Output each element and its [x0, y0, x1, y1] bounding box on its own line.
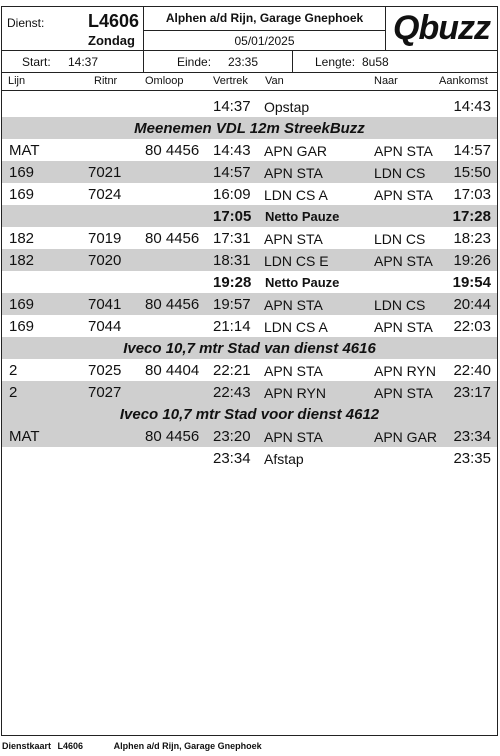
cell-vertrek: 23:20	[213, 428, 251, 445]
cell-aankomst: 23:17	[453, 384, 491, 401]
col-naar: Naar	[374, 75, 398, 87]
trip-row	[2, 161, 497, 183]
cell-lijn: 169	[9, 186, 35, 203]
cell-vertrek: 22:43	[213, 384, 251, 401]
cell-naar: APN GAR	[374, 429, 438, 445]
schedule-rows	[2, 95, 497, 469]
cell-aankomst: 23:35	[453, 450, 491, 467]
length-label: Lengte:	[315, 55, 356, 69]
pause-label: Netto Pauze	[265, 209, 340, 224]
cell-lijn: 169	[9, 164, 35, 181]
cell-ritnr: 7044	[88, 318, 122, 335]
duty-card	[1, 6, 498, 736]
cell-van: APN STA	[264, 429, 323, 445]
cell-vertrek: 18:31	[213, 252, 251, 269]
col-omloop: Omloop	[145, 75, 184, 87]
end-value: 23:35	[228, 55, 259, 69]
trip-row	[2, 425, 497, 447]
cell-aankomst: 17:03	[453, 186, 491, 203]
cell-aankomst: 15:50	[453, 164, 491, 181]
col-vertrek: Vertrek	[213, 75, 248, 87]
cell-naar: APN RYN	[374, 363, 436, 379]
cell-vertrek: 19:57	[213, 296, 251, 313]
vehicle-title-row	[2, 403, 497, 425]
divider	[144, 30, 385, 31]
cell-van: APN STA	[264, 165, 323, 181]
pause-row	[2, 205, 497, 227]
cell-van: Afstap	[264, 451, 304, 467]
cell-naar: LDN CS	[374, 231, 426, 247]
col-aankomst: Aankomst	[439, 75, 488, 87]
day-label: Zondag	[88, 33, 135, 48]
cell-omloop: 80 4456	[145, 142, 200, 159]
cell-ritnr: 7025	[88, 362, 122, 379]
cell-vertrek: 21:14	[213, 318, 251, 335]
trip-row	[2, 315, 497, 337]
garage-location: Alphen a/d Rijn, Garage Gnephoek	[165, 11, 364, 25]
trip-row	[2, 95, 497, 117]
cell-lijn: 169	[9, 296, 35, 313]
cell-lijn: MAT	[9, 142, 40, 159]
end-label: Einde:	[177, 55, 212, 69]
card-footer	[2, 741, 266, 751]
cell-naar: LDN CS	[374, 165, 426, 181]
cell-omloop: 80 4404	[145, 362, 200, 379]
trip-row	[2, 381, 497, 403]
cell-van: APN STA	[264, 363, 323, 379]
cell-lijn: 2	[9, 384, 18, 401]
pause-start: 19:28	[213, 274, 252, 291]
cell-vertrek: 14:43	[213, 142, 251, 159]
pause-end: 17:28	[452, 208, 491, 225]
divider	[143, 51, 144, 72]
col-lijn: Lijn	[8, 75, 26, 87]
column-header	[2, 73, 497, 91]
col-ritnr: Ritnr	[94, 75, 118, 87]
start-label: Start:	[22, 55, 51, 69]
pause-row	[2, 271, 497, 293]
vehicle-title: Iveco 10,7 mtr Stad voor dienst 4612	[119, 406, 380, 423]
trip-row	[2, 249, 497, 271]
cell-lijn: 182	[9, 252, 35, 269]
cell-naar: APN STA	[374, 187, 433, 203]
cell-omloop: 80 4456	[145, 428, 200, 445]
cell-ritnr: 7041	[88, 296, 122, 313]
cell-naar: APN STA	[374, 385, 433, 401]
pause-start: 17:05	[213, 208, 252, 225]
cell-omloop: 80 4456	[145, 296, 200, 313]
cell-van: LDN CS A	[264, 319, 328, 335]
cell-naar: APN STA	[374, 319, 433, 335]
cell-ritnr: 7020	[88, 252, 122, 269]
cell-vertrek: 16:09	[213, 186, 251, 203]
pause-end: 19:54	[452, 274, 491, 291]
pause-label: Netto Pauze	[265, 275, 340, 290]
cell-ritnr: 7019	[88, 230, 122, 247]
cell-aankomst: 20:44	[453, 296, 491, 313]
cell-van: APN STA	[264, 297, 323, 313]
vehicle-title-row	[2, 337, 497, 359]
vehicle-title: Iveco 10,7 mtr Stad van dienst 4616	[123, 340, 376, 357]
duty-date: 05/01/2025	[234, 34, 295, 48]
cell-vertrek: 23:34	[213, 450, 251, 467]
cell-van: LDN CS A	[264, 187, 328, 203]
trip-row	[2, 447, 497, 469]
cell-ritnr: 7024	[88, 186, 122, 203]
divider	[292, 51, 293, 72]
dienst-label: Dienst:	[7, 16, 45, 30]
cell-ritnr: 7021	[88, 164, 122, 181]
cell-van: APN RYN	[264, 385, 326, 401]
cell-lijn: 182	[9, 230, 35, 247]
dienst-id: L4606	[88, 11, 140, 31]
footer-card-id: L4606	[57, 741, 84, 751]
cell-aankomst: 22:03	[453, 318, 491, 335]
cell-omloop: 80 4456	[145, 230, 200, 247]
cell-naar: LDN CS	[374, 297, 426, 313]
trip-row	[2, 227, 497, 249]
cell-vertrek: 17:31	[213, 230, 251, 247]
trip-row	[2, 139, 497, 161]
trip-row	[2, 183, 497, 205]
footer-card-label: Dienstkaart	[2, 741, 52, 751]
cell-naar: APN STA	[374, 143, 433, 159]
trip-row	[2, 359, 497, 381]
cell-vertrek: 14:57	[213, 164, 251, 181]
length-value: 8u58	[362, 55, 389, 69]
trip-row	[2, 293, 497, 315]
cell-aankomst: 19:26	[453, 252, 491, 269]
cell-ritnr: 7027	[88, 384, 122, 401]
duty-times	[2, 51, 497, 73]
qbuzz-logo: Qbuzz	[393, 9, 490, 47]
cell-aankomst: 14:43	[453, 98, 491, 115]
card-header	[2, 7, 497, 51]
col-van: Van	[265, 75, 284, 87]
footer-location: Alphen a/d Rijn, Garage Gnephoek	[113, 741, 262, 751]
vehicle-title-row	[2, 117, 497, 139]
start-value: 14:37	[68, 55, 99, 69]
cell-vertrek: 14:37	[213, 98, 251, 115]
cell-lijn: 169	[9, 318, 35, 335]
cell-lijn: MAT	[9, 428, 40, 445]
cell-aankomst: 23:34	[453, 428, 491, 445]
cell-aankomst: 18:23	[453, 230, 491, 247]
cell-van: APN GAR	[264, 143, 328, 159]
vehicle-title: Meenemen VDL 12m StreekBuzz	[134, 120, 365, 137]
cell-van: Opstap	[264, 99, 310, 115]
cell-naar: APN STA	[374, 253, 433, 269]
cell-van: LDN CS E	[264, 253, 329, 269]
cell-aankomst: 14:57	[453, 142, 491, 159]
cell-vertrek: 22:21	[213, 362, 251, 379]
cell-aankomst: 22:40	[453, 362, 491, 379]
cell-van: APN STA	[264, 231, 323, 247]
cell-lijn: 2	[9, 362, 18, 379]
